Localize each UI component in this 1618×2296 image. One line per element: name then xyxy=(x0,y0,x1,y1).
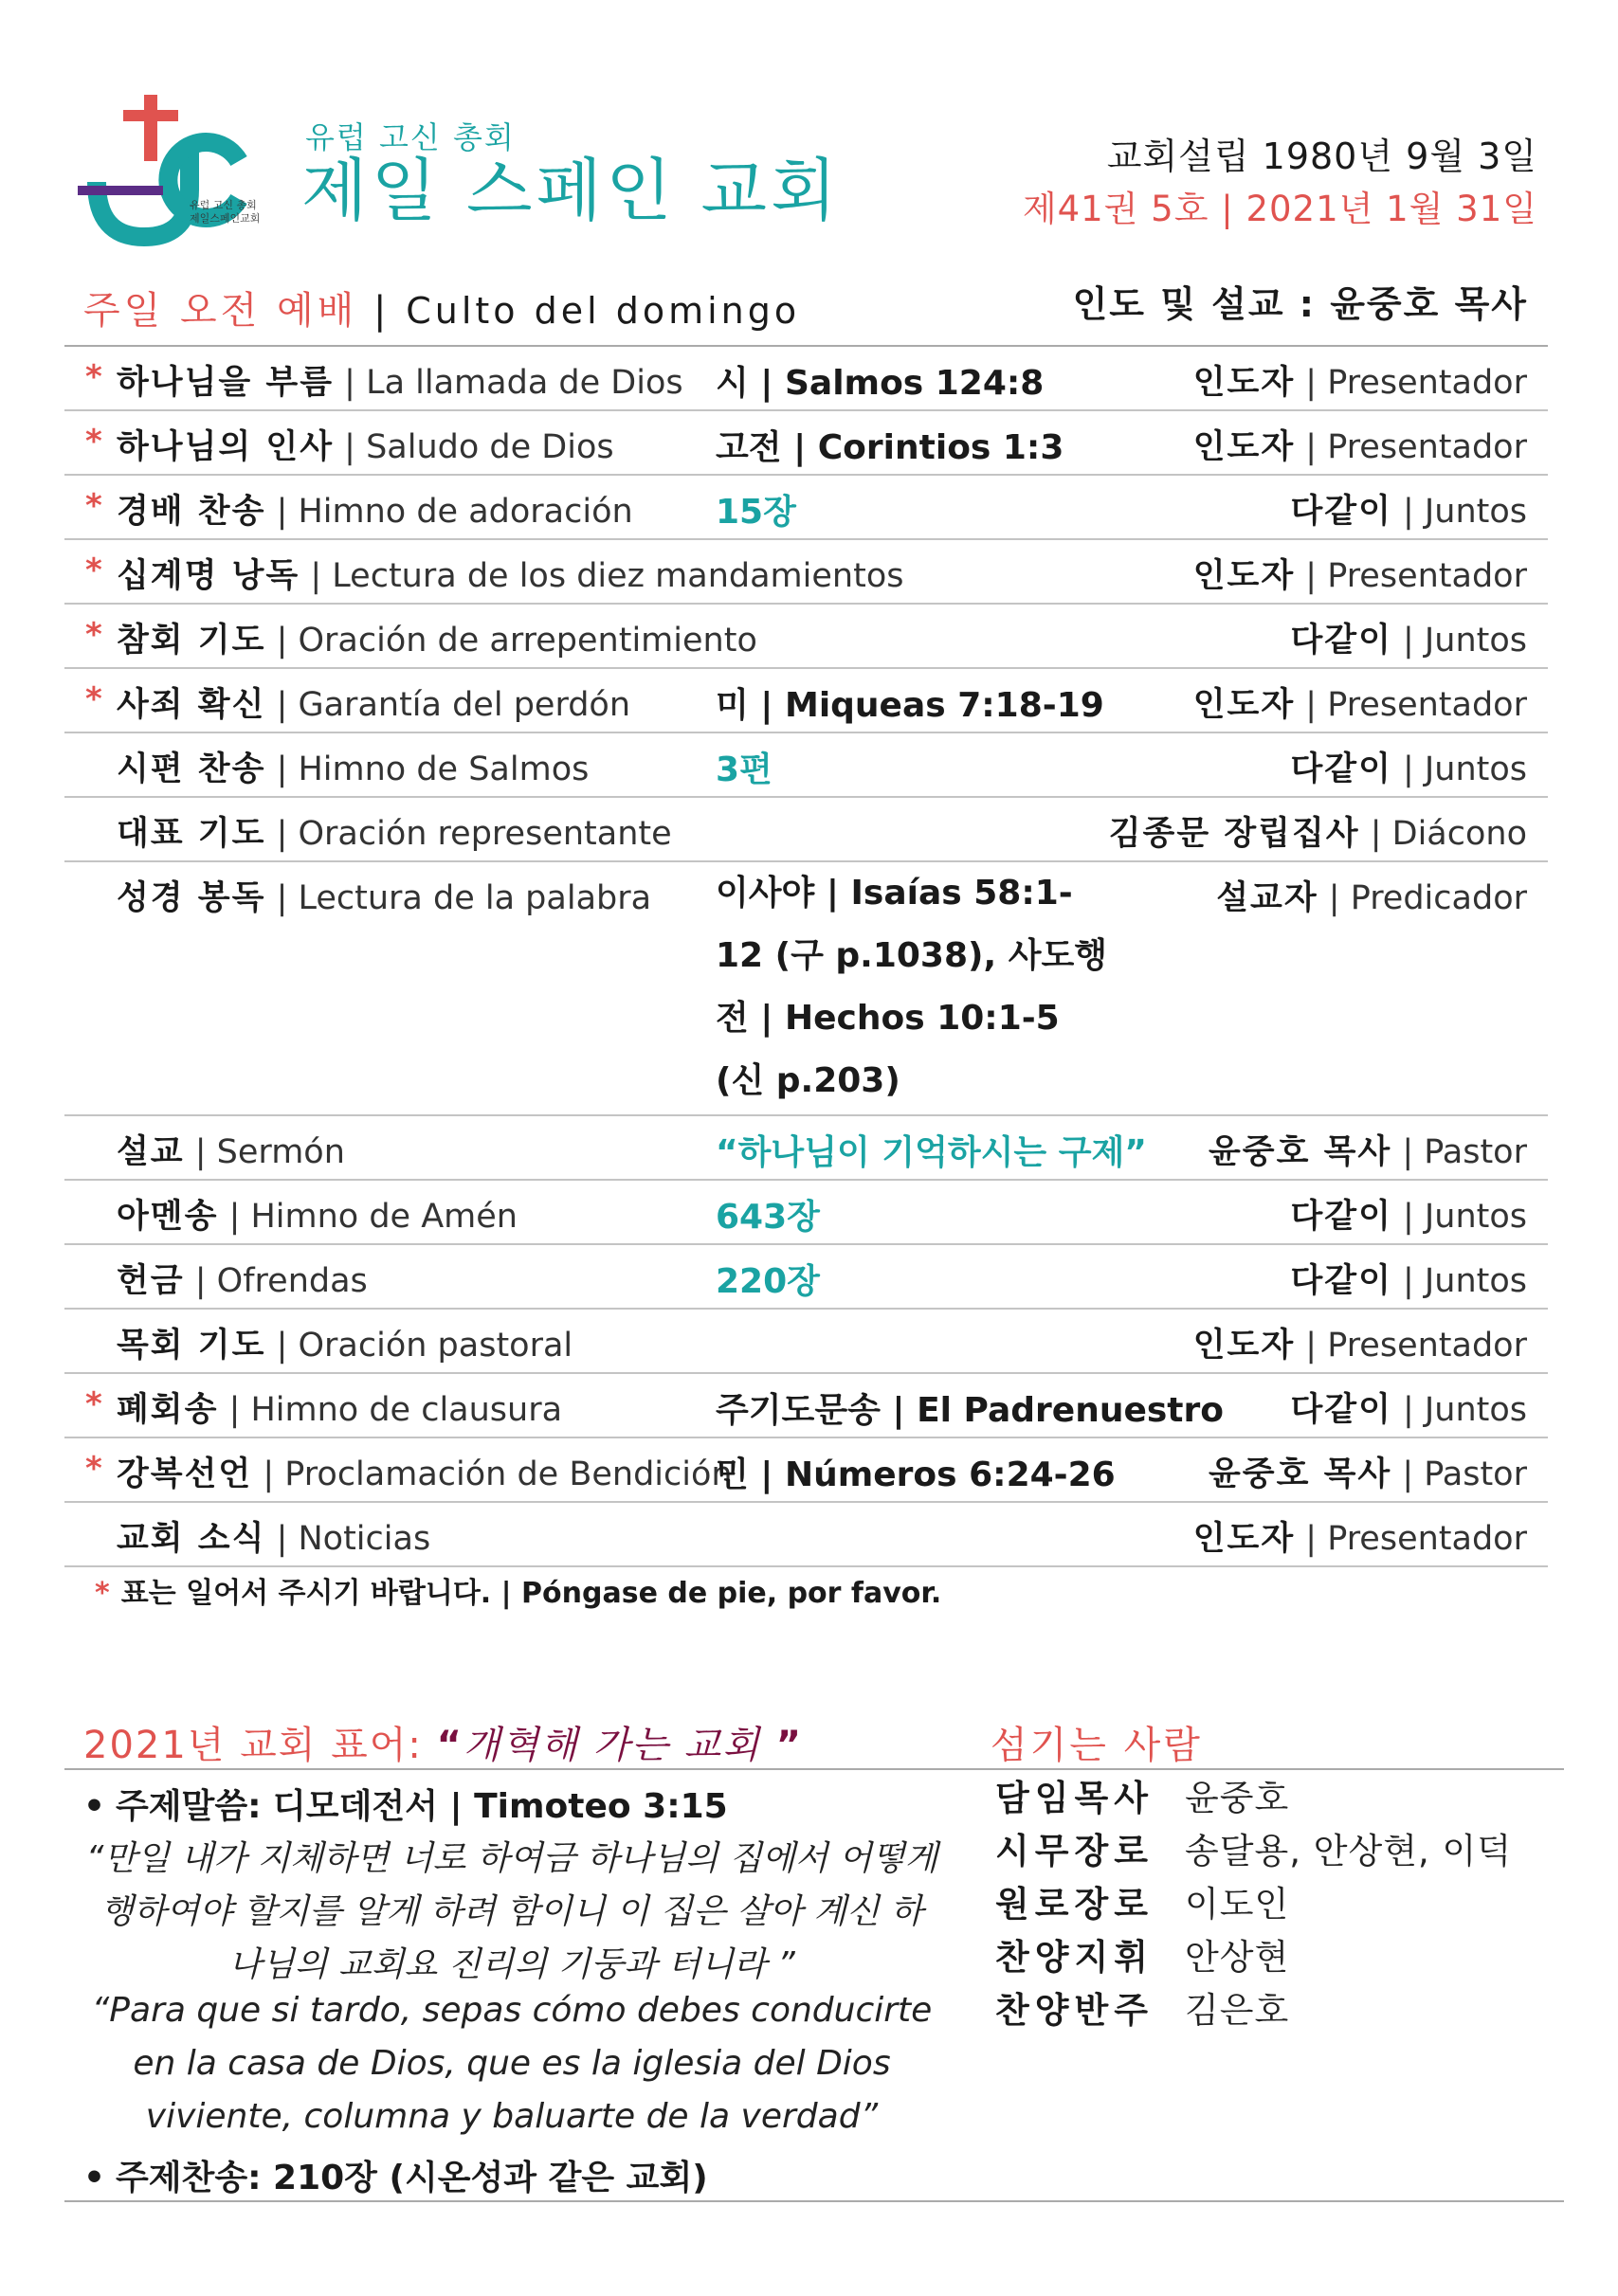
worship-item xyxy=(117,421,614,468)
worship-item xyxy=(117,356,683,404)
worship-leader-es: | Juntos xyxy=(1391,1262,1527,1300)
worship-item-es: | Ofrendas xyxy=(184,1262,368,1300)
worship-item xyxy=(117,678,630,726)
worship-row xyxy=(64,1438,1548,1503)
worship-reference: 시 | Salmos 124:8 xyxy=(716,364,1045,403)
worship-item xyxy=(117,1255,368,1302)
worship-leader-es: | Presentador xyxy=(1295,557,1527,595)
worship-leader xyxy=(1290,1190,1527,1238)
worship-item-kr: 하나님을 부름 xyxy=(117,364,335,402)
worship-row xyxy=(64,1374,1548,1438)
motto-text: 개혁해 가는 교회 xyxy=(463,1724,761,1767)
worship-item-kr: 폐회송 xyxy=(117,1391,219,1429)
worship-row xyxy=(64,1116,1548,1181)
worship-item-es: | Garantía del perdón xyxy=(265,686,631,724)
worship-item-kr: 강복선언 xyxy=(117,1455,253,1493)
worship-item-es: | Oración representante xyxy=(265,815,672,853)
worship-item xyxy=(117,1126,345,1173)
worship-item xyxy=(117,743,589,790)
standing-note-text: 표는 일어서 주시기 바랍니다. | Póngase de pie, por favor. xyxy=(120,1577,942,1610)
worship-leader xyxy=(1290,1255,1527,1302)
worship-item xyxy=(117,1512,430,1560)
worship-row xyxy=(64,605,1548,669)
star-icon: * xyxy=(85,487,102,525)
worship-leader xyxy=(1216,872,1527,919)
worship-item-kr: 아멘송 xyxy=(117,1198,219,1236)
star-icon: * xyxy=(85,1450,102,1488)
worship-item xyxy=(117,1190,518,1238)
worship-leader-es: | Presentador xyxy=(1295,1520,1527,1558)
worship-row xyxy=(64,1503,1548,1567)
server-name: 김은호 xyxy=(1185,1990,1290,2031)
bullet-icon: • xyxy=(83,1787,106,1826)
church-logo xyxy=(78,95,267,246)
motto-open-quote: “ xyxy=(436,1724,464,1767)
divider xyxy=(64,1768,1564,1770)
worship-item-es: | Himno de Amén xyxy=(218,1198,518,1236)
worship-leader xyxy=(1290,614,1527,661)
worship-leader-es: | Pastor xyxy=(1391,1133,1527,1171)
worship-leader-kr: 윤중호 목사 xyxy=(1208,1133,1392,1171)
worship-leader-kr: 인도자 xyxy=(1192,428,1296,466)
worship-reference: 주기도문송 | El Padrenuestro xyxy=(716,1391,1225,1430)
server-name: 송달용, 안상현, 이덕 xyxy=(1185,1831,1512,1871)
svg-text:유럽 고신 총회: 유럽 고신 총회 xyxy=(190,199,257,211)
worship-leader xyxy=(1193,678,1527,726)
worship-leader xyxy=(1193,1512,1527,1560)
server-role: 원로장로 xyxy=(995,1884,1154,1925)
worship-leader xyxy=(1209,1126,1527,1173)
worship-leader xyxy=(1193,550,1527,597)
worship-item-kr: 경배 찬송 xyxy=(117,493,266,531)
worship-leader-es: | Juntos xyxy=(1391,750,1527,788)
worship-item xyxy=(117,872,651,919)
order-of-worship xyxy=(64,345,1548,1567)
worship-reference: 민 | Números 6:24-26 xyxy=(716,1455,1116,1494)
service-heading xyxy=(83,280,800,334)
star-icon: * xyxy=(85,423,102,461)
server-role: 시무장로 xyxy=(995,1831,1154,1871)
worship-reference: 220장 xyxy=(716,1262,820,1301)
server-entry xyxy=(995,1825,1512,1878)
worship-leader xyxy=(1193,421,1527,468)
star-icon: * xyxy=(85,551,102,589)
worship-reference: 고전 | Corintios 1:3 xyxy=(716,428,1064,467)
worship-reference: 643장 xyxy=(716,1198,820,1237)
worship-item-kr: 시편 찬송 xyxy=(117,750,266,788)
theme-word xyxy=(83,1780,728,1828)
server-entry xyxy=(995,1931,1512,1984)
worship-item-es: | Oración de arrepentimiento xyxy=(265,622,757,660)
worship-reference: 이사야 | Isaías 58:1-12 (구 p.1038), 사도행전 | Hechos 10:1-5 (신 p.203) xyxy=(716,874,1108,1100)
worship-leader-kr: 인도자 xyxy=(1192,1327,1296,1365)
worship-item xyxy=(117,807,672,855)
worship-leader-es: | Predicador xyxy=(1318,879,1527,917)
worship-item-kr: 대표 기도 xyxy=(117,815,266,853)
worship-leader-kr: 윤중호 목사 xyxy=(1208,1455,1392,1493)
worship-item-kr: 목회 기도 xyxy=(117,1327,266,1365)
theme-verse-korean: “만일 내가 지체하면 너로 하여금 하나님의 집에서 어떻게 행하여야 할지를 알게 하려 함이니 이 집은 살아 계신 하나님의 교회요 진리의 기둥과 터니라 ” xyxy=(85,1839,938,1984)
worship-row xyxy=(64,1245,1548,1310)
worship-row xyxy=(64,862,1548,1116)
worship-item-es: | Proclamación de Bendición xyxy=(252,1455,733,1493)
worship-leader-es: | Presentador xyxy=(1295,364,1527,402)
svg-text:제일스페인교회: 제일스페인교회 xyxy=(190,212,261,225)
server-entry xyxy=(995,1878,1512,1931)
worship-leader xyxy=(1290,1383,1527,1431)
worship-leader-kr: 다같이 xyxy=(1290,493,1392,531)
worship-item-kr: 성경 봉독 xyxy=(117,879,266,917)
server-entry xyxy=(995,1984,1512,2037)
worship-leader-kr: 김종문 장립집사 xyxy=(1108,815,1360,853)
worship-item xyxy=(117,1448,733,1495)
worship-row xyxy=(64,798,1548,862)
worship-item-kr: 설교 xyxy=(117,1133,185,1171)
worship-item-es: | Himno de adoración xyxy=(265,493,633,531)
worship-item-es: | La llamada de Dios xyxy=(334,364,683,402)
worship-leader-kr: 다같이 xyxy=(1290,622,1392,660)
service-sep: | xyxy=(373,289,391,333)
worship-leader-kr: 인도자 xyxy=(1192,1520,1296,1558)
worship-leader-es: | Presentador xyxy=(1295,1327,1527,1365)
worship-item-kr: 하나님의 인사 xyxy=(117,428,335,466)
theme-verse-spanish: “Para que si tardo, sepas cómo debes conducirte en la casa de Dios, que es la iglesia del Dios viviente, columna y baluarte de la verdad” xyxy=(91,1991,933,2136)
star-icon: * xyxy=(95,1577,110,1610)
worship-leader-kr: 다같이 xyxy=(1290,1262,1392,1300)
worship-item-es: | Saludo de Dios xyxy=(334,428,614,466)
star-icon: * xyxy=(85,1385,102,1423)
worship-leader-es: | Juntos xyxy=(1391,622,1527,660)
service-title-es: Culto del domingo xyxy=(406,290,801,332)
server-name: 안상현 xyxy=(1185,1937,1290,1978)
founded-date: 교회설립 1980년 9월 3일 xyxy=(1106,136,1537,177)
worship-item xyxy=(117,485,633,533)
star-icon: * xyxy=(85,616,102,654)
worship-item-kr: 십계명 낭독 xyxy=(117,557,300,595)
theme-word-label: 주제말씀: 디모데전서 | Timoteo 3:15 xyxy=(116,1787,728,1826)
worship-item-kr: 헌금 xyxy=(117,1262,185,1300)
server-name: 이도인 xyxy=(1185,1884,1290,1925)
server-name: 윤중호 xyxy=(1185,1778,1290,1818)
worship-item-es: | Himno de Salmos xyxy=(265,750,590,788)
worship-leader-es: | Juntos xyxy=(1391,493,1527,531)
worship-row xyxy=(64,1310,1548,1374)
worship-row xyxy=(64,540,1548,605)
worship-leader-kr: 인도자 xyxy=(1192,364,1296,402)
worship-leader-kr: 다같이 xyxy=(1290,750,1392,788)
worship-leader xyxy=(1193,1319,1527,1366)
worship-item-es: | Lectura de los diez mandamientos xyxy=(300,557,904,595)
bullet-icon: • xyxy=(83,2159,106,2197)
worship-leader xyxy=(1209,1448,1527,1495)
worship-item xyxy=(117,1383,562,1431)
worship-item-es: | Himno de clausura xyxy=(218,1391,563,1429)
worship-item xyxy=(117,550,903,597)
server-role: 담임목사 xyxy=(995,1778,1154,1818)
worship-leader-es: | Juntos xyxy=(1391,1391,1527,1429)
worship-reference: 3편 xyxy=(716,750,773,789)
worship-leader-kr: 인도자 xyxy=(1192,557,1296,595)
star-icon: * xyxy=(85,358,102,396)
worship-leader-es: | Presentador xyxy=(1295,686,1527,724)
service-title-kr: 주일 오전 예배 xyxy=(83,289,358,333)
worship-leader-es: | Diácono xyxy=(1359,815,1527,853)
worship-item-kr: 참회 기도 xyxy=(117,622,266,660)
worship-leader xyxy=(1193,356,1527,404)
worship-row xyxy=(64,476,1548,540)
worship-leader-kr: 인도자 xyxy=(1192,686,1296,724)
church-motto xyxy=(83,1715,803,1769)
divider xyxy=(64,2200,1564,2202)
church-title: 제일 스페인 교회 xyxy=(301,151,841,230)
worship-leader-kr: 설교자 xyxy=(1216,879,1318,917)
issue-date: 제41권 5호 | 2021년 1월 31일 xyxy=(1022,189,1537,229)
worship-reference: 미 | Miqueas 7:18-19 xyxy=(716,686,1104,725)
worship-leader xyxy=(1290,743,1527,790)
service-leader: 인도 및 설교 : 윤중호 목사 xyxy=(1072,283,1528,325)
standing-note xyxy=(95,1569,941,1611)
worship-row xyxy=(64,1181,1548,1245)
worship-item-kr: 교회 소식 xyxy=(117,1520,266,1558)
theme-hymn xyxy=(83,2151,708,2199)
denomination-subtitle: 유럽 고신 총회 xyxy=(305,119,516,155)
worship-row xyxy=(64,669,1548,733)
server-role: 찬양반주 xyxy=(995,1990,1154,2031)
worship-leader xyxy=(1290,485,1527,533)
worship-item-es: | Oración pastoral xyxy=(265,1327,573,1365)
worship-leader-kr: 다같이 xyxy=(1290,1198,1392,1236)
worship-reference: “하나님이 기억하시는 구제” xyxy=(716,1133,1147,1172)
worship-item-es: | Lectura de la palabra xyxy=(265,879,652,917)
servers-title: 섬기는 사람 xyxy=(991,1724,1203,1767)
worship-reference: 15장 xyxy=(716,493,796,532)
worship-leader-es: | Pastor xyxy=(1391,1455,1527,1493)
worship-leader xyxy=(1109,807,1527,855)
star-icon: * xyxy=(85,680,102,718)
worship-item-kr: 사죄 확신 xyxy=(117,686,266,724)
servers-list xyxy=(995,1772,1512,2037)
motto-prefix: 2021년 교회 표어: xyxy=(83,1724,437,1767)
worship-leader-kr: 다같이 xyxy=(1290,1391,1392,1429)
server-entry xyxy=(995,1772,1512,1825)
worship-row xyxy=(64,411,1548,476)
worship-item-es: | Noticias xyxy=(265,1520,431,1558)
worship-item-es: | Sermón xyxy=(184,1133,345,1171)
theme-hymn-label: 주제찬송: 210장 (시온성과 같은 교회) xyxy=(116,2159,708,2197)
server-role: 찬양지휘 xyxy=(995,1937,1154,1978)
motto-close-quote: ” xyxy=(760,1724,804,1767)
worship-leader-es: | Presentador xyxy=(1295,428,1527,466)
worship-leader-es: | Juntos xyxy=(1391,1198,1527,1236)
worship-item xyxy=(117,1319,573,1366)
worship-row xyxy=(64,347,1548,411)
worship-row xyxy=(64,733,1548,798)
worship-item xyxy=(117,614,757,661)
